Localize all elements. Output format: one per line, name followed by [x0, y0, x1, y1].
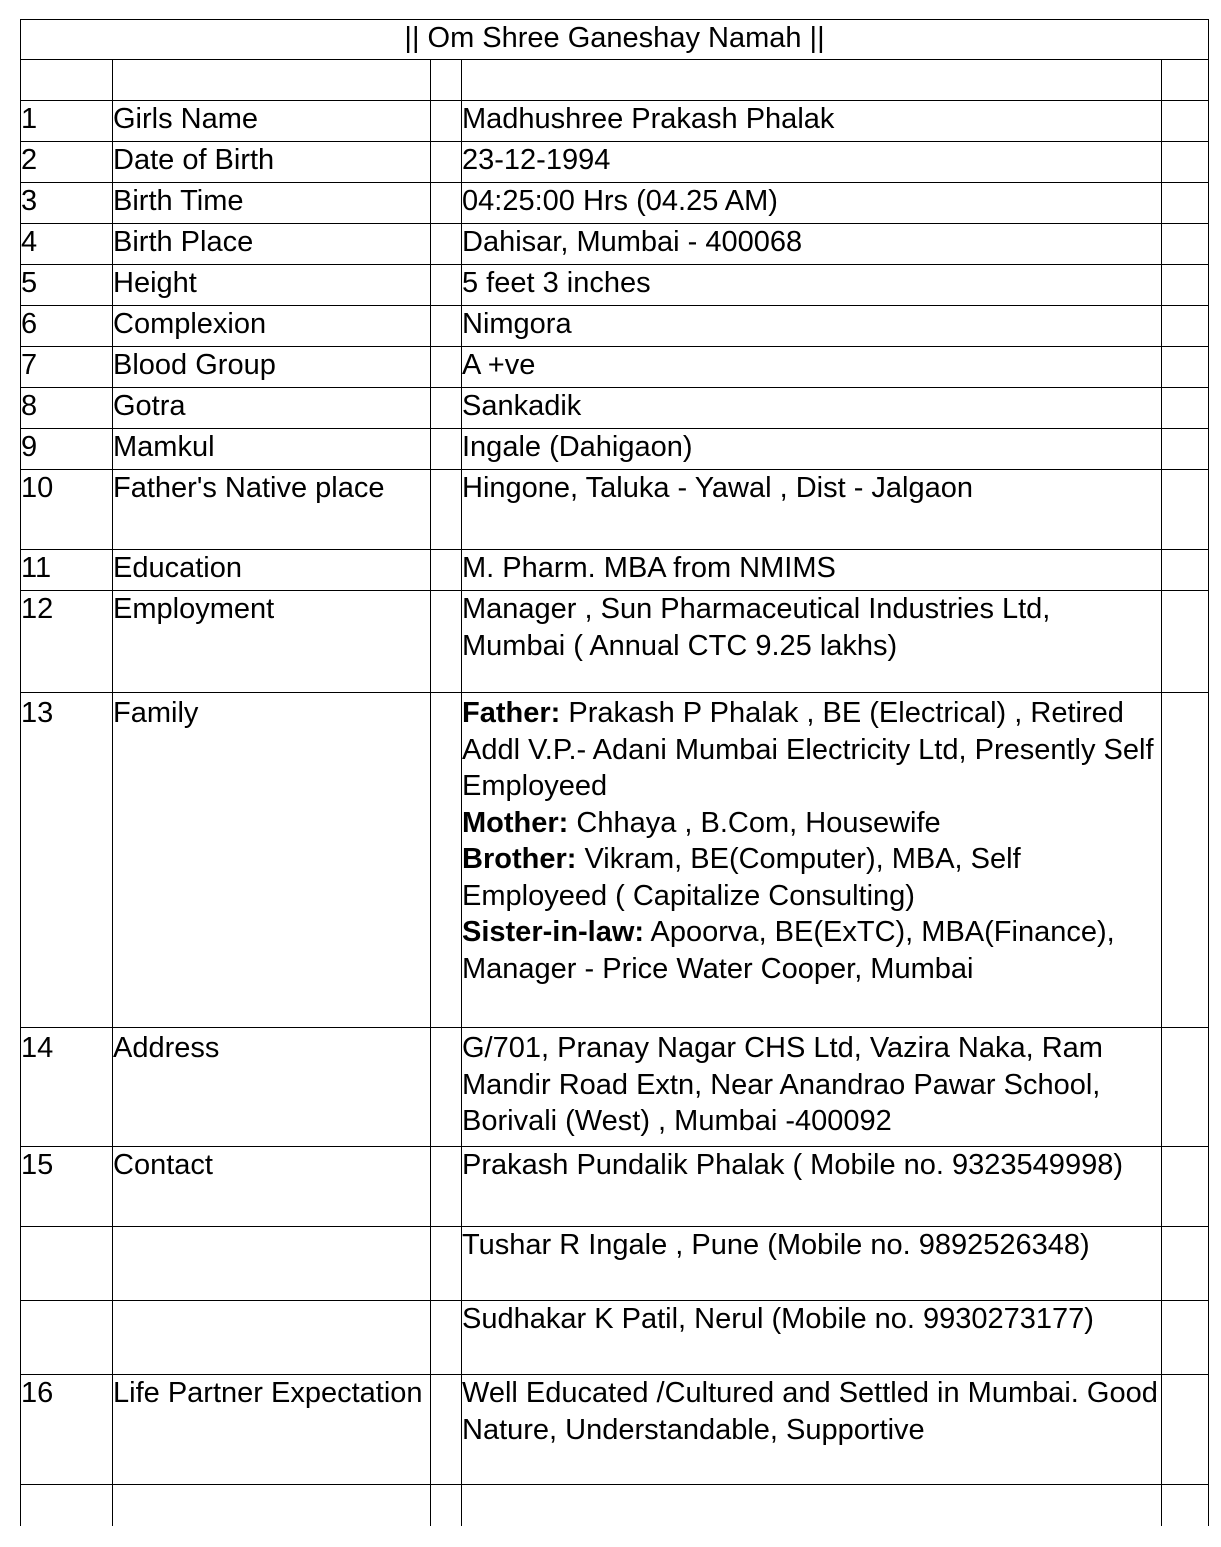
row-number: 12	[21, 591, 113, 693]
row-number: 9	[21, 429, 113, 470]
field-label: Height	[113, 265, 431, 306]
contact-row	[21, 1147, 1209, 1227]
field-value: Manager , Sun Pharmaceutical Industries Ltd, Mumbai ( Annual CTC 9.25 lakhs)	[462, 591, 1162, 693]
biodata-table	[20, 19, 1209, 1526]
blank-row	[21, 1485, 1209, 1526]
row-number: 3	[21, 183, 113, 224]
blank-row	[21, 60, 1209, 101]
table-row	[21, 224, 1209, 265]
table-row	[21, 265, 1209, 306]
table-row	[21, 429, 1209, 470]
member-key: Brother:	[462, 843, 577, 875]
field-label: Life Partner Expectation	[113, 1375, 431, 1485]
table-row	[21, 550, 1209, 591]
row-number: 15	[21, 1147, 113, 1227]
family-member-brother	[462, 841, 1161, 914]
field-label: Mamkul	[113, 429, 431, 470]
table-row	[21, 470, 1209, 550]
field-label: Birth Time	[113, 183, 431, 224]
row-number: 13	[21, 693, 113, 1028]
member-text: Vikram, BE(Computer), MBA, Self Employeed ( Capitalize Consulting)	[462, 843, 1021, 912]
row-number: 6	[21, 306, 113, 347]
row-number: 4	[21, 224, 113, 265]
family-member-father	[462, 695, 1161, 805]
field-value: M. Pharm. MBA from NMIMS	[462, 550, 1162, 591]
contact-value: Sudhakar K Patil, Nerul (Mobile no. 9930273177)	[462, 1301, 1162, 1375]
expectation-row	[21, 1375, 1209, 1485]
member-key: Sister-in-law:	[462, 916, 645, 948]
row-number: 2	[21, 142, 113, 183]
field-value: Dahisar, Mumbai - 400068	[462, 224, 1162, 265]
field-value: Hingone, Taluka - Yawal , Dist - Jalgaon	[462, 470, 1162, 550]
field-label: Blood Group	[113, 347, 431, 388]
field-label: Gotra	[113, 388, 431, 429]
field-value: Nimgora	[462, 306, 1162, 347]
contact-value: Tushar R Ingale , Pune (Mobile no. 9892526348)	[462, 1227, 1162, 1301]
table-row	[21, 183, 1209, 224]
row-number: 14	[21, 1028, 113, 1147]
field-value: Madhushree Prakash Phalak	[462, 101, 1162, 142]
family-member-mother	[462, 805, 1161, 842]
field-label: Birth Place	[113, 224, 431, 265]
field-label: Girls Name	[113, 101, 431, 142]
field-label: Date of Birth	[113, 142, 431, 183]
expectation-value: Well Educated /Cultured and Settled in Mumbai. Good Nature, Understandable, Supportive	[462, 1375, 1162, 1485]
row-number: 7	[21, 347, 113, 388]
document-title: || Om Shree Ganeshay Namah ||	[21, 20, 1209, 60]
table-row	[21, 388, 1209, 429]
field-label: Contact	[113, 1147, 431, 1227]
table-row	[21, 101, 1209, 142]
field-label: Father's Native place	[113, 470, 431, 550]
member-text: Apoorva, BE(ExTC), MBA(Finance), Manager - Price Water Cooper, Mumbai	[462, 916, 1115, 985]
contact-row	[21, 1227, 1209, 1301]
row-number: 1	[21, 101, 113, 142]
member-text: Chhaya , B.Com, Housewife	[568, 806, 941, 839]
family-member-sister-in-law	[462, 914, 1161, 987]
field-value: Ingale (Dahigaon)	[462, 429, 1162, 470]
row-number: 11	[21, 550, 113, 591]
field-label: Address	[113, 1028, 431, 1147]
table-row	[21, 142, 1209, 183]
table-row	[21, 347, 1209, 388]
row-number: 5	[21, 265, 113, 306]
field-label: Employment	[113, 591, 431, 693]
row-number: 16	[21, 1375, 113, 1485]
row-number: 8	[21, 388, 113, 429]
field-value: Sankadik	[462, 388, 1162, 429]
title-row	[21, 20, 1209, 60]
address-row	[21, 1028, 1209, 1147]
family-row	[21, 693, 1209, 1028]
field-label: Education	[113, 550, 431, 591]
member-text: Prakash P Phalak , BE (Electrical) , Retired Addl V.P.- Adani Mumbai Electricity Ltd, Presently Self Employeed	[462, 697, 1154, 802]
field-value: 23-12-1994	[462, 142, 1162, 183]
contact-value: Prakash Pundalik Phalak ( Mobile no. 9323549998)	[462, 1147, 1162, 1227]
member-key: Mother:	[462, 806, 569, 839]
contact-row	[21, 1301, 1209, 1375]
field-label: Complexion	[113, 306, 431, 347]
field-value: 04:25:00 Hrs (04.25 AM)	[462, 183, 1162, 224]
address-value: G/701, Pranay Nagar CHS Ltd, Vazira Naka, Ram Mandir Road Extn, Near Anandrao Pawar School, Borivali (West) , Mumbai -400092	[462, 1028, 1162, 1147]
field-label: Family	[113, 693, 431, 1028]
field-value: 5 feet 3 inches	[462, 265, 1162, 306]
table-row	[21, 591, 1209, 693]
field-value: A +ve	[462, 347, 1162, 388]
table-row	[21, 306, 1209, 347]
member-key: Father:	[462, 697, 561, 729]
family-details	[462, 693, 1162, 1028]
row-number: 10	[21, 470, 113, 550]
